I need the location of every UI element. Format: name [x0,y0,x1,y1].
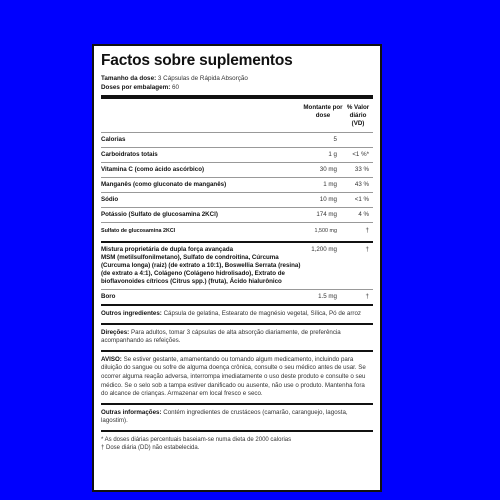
glucosamine-dv: † [365,227,369,234]
other-ingredients-text: Cápsula de gelatina, Estearato de magnésio vegetal, Sílica, Pó de arroz [163,310,362,317]
warning-text: Se estiver gestante, amamentando ou tomando algum medicamento, incluindo para diluição do sangue ou sofre de alguma doença crônica, consulte o seu médico antes de usar. Se ocorrer alguma reação adversa, interrompa imediatamente o uso deste produto e consulte o seu médico. Se o selo sob a tampa estiver danificado ou ausente, não use o produto. Mantenha fora do alcance de crianças. Armazenar em local fresco e seco. [101,355,366,398]
nutrient-name: Sódio [101,196,119,203]
boron-dv: † [365,293,369,300]
column-header [101,101,373,132]
warning-label: AVISO: [101,355,122,363]
nutrient-dv: 33 % [354,166,369,173]
blend-dv: † [365,246,369,253]
blend-amount: 1,200 mg [311,246,337,253]
directions-text: Para adultos, tomar 3 cápsulas de alta absorção diariamente, de preferência acompanhando as refeições. [101,328,341,345]
servings-value: 60 [172,84,180,91]
boron-name: Boro [101,293,116,300]
nutrient-name: Calorias [101,136,126,143]
nutrient-amount: 30 mg [319,166,337,173]
dv-header: % Valor diário (VD) [346,104,370,127]
blend-row [101,241,373,289]
amount-header: Montante por dose [303,104,343,119]
nutrient-row [101,192,373,207]
divider-thick [101,95,373,99]
directions-label: Direções: [101,328,130,336]
other-ingredients [101,306,373,323]
nutrient-amount: 5 [333,136,337,143]
nutrient-amount: 1 mg [323,181,337,188]
nutrient-name: Potássio (Sulfato de glucosamina 2KCl) [101,211,218,218]
warning [101,352,373,403]
serving-size [101,74,373,83]
glucosamine-name: Sulfato de glucosamina 2KCl [101,228,176,234]
glucosamine-row [101,222,373,241]
nutrient-row [101,177,373,192]
other-info-text: Contém ingredientes de crustáceos (camarão, caranguejo, lagosta, lagostim). [101,408,348,425]
glucosamine-amount: 1,500 mg [314,228,337,234]
nutrient-row [101,207,373,222]
blend-text [101,246,303,286]
directions [101,325,373,350]
nutrient-row [101,147,373,162]
nutrient-amount: 174 mg [316,211,337,218]
supplement-facts-panel [92,44,382,492]
blend-desc: MSM (metilsulfonilmetano), Sulfato de condroitina, Cúrcuma (Curcuma longa) (raiz) (de extrato a 10:1), Boswellia Serrata (resina) (de extrato a 4:1), Colágeno (Colágeno hidrolisado), Extrato de bioflavonoides cítricos (Citrus spp.) (fruta), Ácido hialurônico [101,254,301,285]
nutrient-name: Vitamina C (como ácido ascórbico) [101,166,205,173]
panel-title: Factos sobre suplementos [101,52,293,69]
other-info-label: Outras informações: [101,408,162,416]
other-info [101,405,373,430]
servings-per-container [101,83,373,92]
nutrient-dv: 43 % [354,181,369,188]
nutrient-row [101,162,373,177]
nutrient-amount: 10 mg [319,196,337,203]
nutrient-name: Manganês (como gluconato de manganês) [101,181,227,188]
nutrient-amount: 1 g [328,151,337,158]
boron-amount: 1.5 mg [318,293,337,300]
nutrient-dv: <1 %* [352,151,369,158]
servings-label: Doses por embalagem: [101,84,171,91]
boron-row [101,289,373,304]
other-ingredients-label: Outros ingredientes: [101,310,162,317]
serving-size-label: Tamanho da dose: [101,75,157,82]
footnote-dagger: † Dose diária (DD) não estabelecida. [101,444,200,451]
nutrient-name: Carboidratos totais [101,151,158,158]
footnote-dv: * As doses diárias percentuais baseiam-se numa dieta de 2000 calorias [101,436,292,443]
nutrient-dv: <1 % [354,196,369,203]
blend-name: Mistura proprietária de dupla força avançada [101,246,234,253]
serving-size-value: 3 Cápsulas de Rápida Absorção [157,75,248,82]
footnotes [101,432,373,452]
nutrient-dv: 4 % [358,211,369,218]
nutrient-row [101,132,373,147]
